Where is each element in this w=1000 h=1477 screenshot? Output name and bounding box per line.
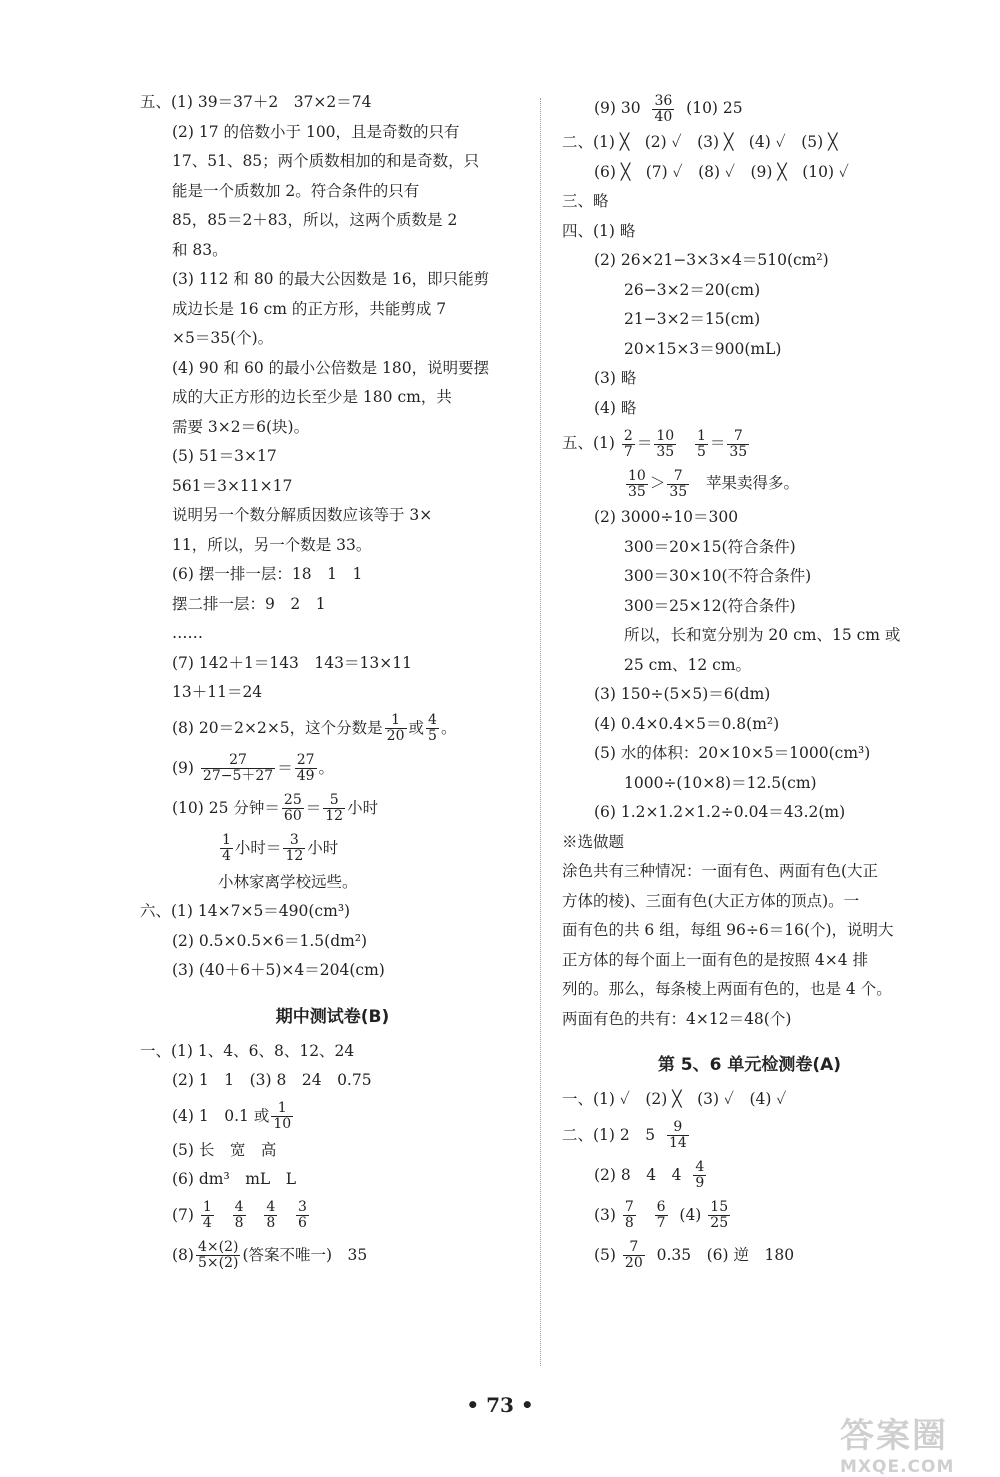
numerator: 1	[202, 1199, 212, 1215]
fraction	[201, 1200, 214, 1231]
answer-line: (2) 0.5×0.5×6＝1.5(dm²)	[172, 931, 368, 950]
denominator: 9	[695, 1175, 705, 1191]
answer-line: (4) 略	[594, 398, 637, 417]
denominator: 7	[623, 443, 633, 460]
answer-line: 300＝30×10(不符合条件)	[624, 567, 812, 585]
column-divider	[540, 98, 541, 1366]
denominator: 5×(2)	[197, 1255, 239, 1271]
answer-line: 85，85＝2＋83，所以，这两个质数是 2	[172, 211, 458, 229]
numerator: 3	[298, 1199, 307, 1215]
answer-line: (7) 142＋1＝143 143＝13×11	[172, 653, 412, 672]
denominator: 10	[273, 1116, 292, 1132]
denominator: 12	[325, 808, 344, 824]
denominator: 40	[654, 108, 673, 125]
numerator: 36	[654, 92, 673, 109]
answer-line: (3) 150÷(5×5)＝6(dm)	[594, 685, 771, 703]
answer-line: 13＋11＝24	[172, 683, 263, 701]
numerator: 4	[428, 712, 437, 728]
answer-line: 两面有色的共有：4×12＝48(个)	[562, 1009, 792, 1028]
answer-line: 成的大正方形的边长至少是 180 cm，共	[172, 388, 452, 406]
numerator: 6	[656, 1199, 666, 1215]
answer-line: 四、(1) 略	[562, 221, 636, 240]
fraction	[693, 1160, 706, 1191]
denominator: 25	[710, 1215, 729, 1231]
answer-line	[562, 1115, 937, 1155]
answer-line	[562, 423, 937, 463]
answer-text: 苹果卖得多。	[705, 474, 799, 492]
fraction	[695, 429, 708, 460]
answer-text: ＝	[277, 758, 293, 777]
numerator: 7	[623, 1240, 645, 1256]
answer-line: 11，所以，另一个数是 33。	[172, 535, 372, 554]
numerator: 5	[323, 793, 345, 809]
fraction	[623, 1240, 645, 1271]
answer-line	[562, 1235, 937, 1275]
numerator: 4	[266, 1199, 276, 1215]
answer-line: 300＝20×15(符合条件)	[624, 537, 796, 556]
numerator: 1	[696, 427, 706, 444]
section-heading: 期中测试卷(B)	[275, 1006, 390, 1027]
numerator: 4	[695, 1159, 705, 1175]
answer-line: (6) 1.2×1.2×1.2÷0.04＝43.2(m)	[594, 803, 846, 821]
answer-line: 六、(1) 14×7×5＝490(cm³)	[140, 902, 351, 920]
numerator: 4	[234, 1199, 244, 1215]
denominator: 14	[668, 1135, 687, 1151]
answer-line: (3) 112 和 80 的最大公因数是 16，即只能剪	[172, 270, 490, 288]
answer-line: (4) 0.4×0.4×5＝0.8(m²)	[594, 714, 780, 733]
watermark-text: 答案圈	[840, 1416, 948, 1456]
denominator: 49	[296, 768, 315, 784]
answer-line: 一、(1) 1、4、6、8、12、24	[140, 1041, 355, 1060]
numerator: 1	[222, 832, 231, 848]
fraction	[271, 1101, 293, 1132]
answer-text: (答案不唯一) 35	[242, 1245, 368, 1264]
answer-line	[562, 463, 937, 503]
left-column	[140, 88, 525, 1275]
answer-line: 561＝3×11×17	[172, 476, 293, 495]
answer-line: 摆二排一层：9 2 1	[172, 594, 326, 613]
answer-line: 小林家离学校远些。	[218, 872, 358, 891]
answer-text: 0.35 (6) 逆 180	[656, 1245, 795, 1264]
answer-line: (5) 长 宽 高	[172, 1140, 277, 1159]
denominator: 20	[624, 1255, 643, 1271]
answer-line: (6) 摆一排一层：18 1 1	[172, 565, 363, 583]
answer-text: 小时	[347, 798, 379, 817]
denominator: 12	[285, 848, 304, 864]
answer-line	[562, 1155, 937, 1195]
fraction	[708, 1200, 730, 1231]
answer-line	[140, 708, 525, 748]
denominator: 4	[202, 1215, 212, 1231]
answer-line: 能是一个质数加 2。符合条件的只有	[172, 181, 420, 200]
answer-text: 或	[408, 718, 425, 737]
section-heading: 第 5、6 单元检测卷(A)	[657, 1055, 842, 1075]
denominator: 35	[656, 443, 675, 460]
fraction	[296, 1200, 309, 1231]
fraction	[282, 793, 304, 824]
answer-line: 说明另一个数分解质因数应该等于 3×	[172, 506, 433, 524]
answer-line: (2) 17 的倍数小于 100，且是奇数的只有	[172, 122, 460, 141]
answer-line: 26−3×2＝20(cm)	[624, 280, 761, 299]
answer-line: 20×15×3＝900(mL)	[624, 339, 782, 358]
fraction	[233, 1200, 246, 1231]
numerator: 1	[271, 1101, 293, 1117]
answer-text: 小时＝	[234, 838, 282, 857]
answer-line: 和 83。	[172, 240, 228, 259]
answer-line: (5) 水的体积：20×10×5＝1000(cm³)	[594, 744, 871, 762]
denominator: 35	[628, 483, 646, 500]
answer-line: 三、略	[562, 192, 609, 210]
fraction	[264, 1200, 277, 1231]
answer-text: (4)	[679, 1205, 702, 1224]
numerator: 2	[623, 427, 633, 444]
answer-line: 涂色共有三种情况：一面有色、两面有色(大正	[562, 862, 879, 880]
answer-line	[140, 1235, 525, 1275]
fraction	[283, 833, 305, 864]
answer-text: 二、(1) 2 5	[562, 1125, 656, 1144]
denominator: 8	[624, 1215, 634, 1231]
numerator: 27	[201, 753, 275, 769]
answer-line: 需要 3×2＝6(块)。	[172, 417, 310, 436]
watermark-logo	[840, 1408, 990, 1477]
answer-line: 列的。那么，每条棱上两面有色的，也是 4 个。	[562, 980, 892, 998]
page-number: • 73 •	[466, 1393, 534, 1417]
fraction	[295, 753, 317, 784]
answer-line: 方体的棱)、三面有色(大正方体的顶点)。一	[562, 891, 860, 910]
answer-line	[562, 1195, 937, 1235]
numerator: 7	[727, 429, 749, 445]
answer-line: 所以，长和宽分别为 20 cm、15 cm 或	[624, 626, 901, 644]
answer-text: ＝	[636, 434, 653, 452]
fraction	[654, 429, 676, 460]
answer-line	[140, 788, 525, 828]
fraction	[655, 1200, 668, 1231]
answer-text: (9)	[172, 758, 194, 777]
right-column	[562, 88, 937, 1275]
denominator: 27−5＋27	[202, 768, 274, 784]
denominator: 8	[266, 1215, 276, 1231]
fraction	[667, 469, 689, 500]
numerator: 27	[296, 752, 315, 768]
answer-line: 25 cm、12 cm。	[624, 655, 752, 674]
answer-line: (6) ╳ (7) ✓ (8) ✓ (9) ╳ (10) ✓	[594, 162, 849, 181]
answer-text: 。	[318, 758, 335, 777]
fraction	[201, 753, 275, 784]
numerator: 1	[385, 713, 407, 729]
answer-text: (10) 25	[686, 99, 743, 117]
answer-line: 17、51、85；两个质数相加的和是奇数，只	[172, 152, 480, 170]
watermark-url: MXQE.COM	[840, 1457, 955, 1477]
answer-line: (2) 3000÷10＝300	[594, 508, 739, 526]
answer-line: ……	[172, 624, 203, 642]
numerator: 7	[624, 1199, 634, 1215]
answer-line: 21−3×2＝15(cm)	[624, 310, 761, 328]
answer-text: ＞	[649, 474, 666, 492]
denominator: 20	[386, 728, 405, 744]
answer-line: 二、(1) ╳ (2) ✓ (3) ╳ (4) ✓ (5) ╳	[562, 133, 838, 151]
answer-line: (4) 90 和 60 的最小公倍数是 180，说明要摆	[172, 358, 490, 377]
answer-line: 成边长是 16 cm 的正方形，共能剪成 7	[172, 299, 447, 318]
numerator: 7	[667, 469, 689, 485]
answer-line: (5) 51＝3×17	[172, 447, 277, 465]
denominator: 4	[222, 848, 231, 864]
numerator: 10	[656, 427, 675, 444]
answer-text: (9) 30	[594, 99, 641, 117]
answer-line: (3) 略	[594, 369, 637, 387]
answer-line: ×5＝35(个)。	[172, 329, 274, 347]
denominator: 7	[656, 1215, 666, 1231]
answer-line: (6) dm³ mL L	[172, 1170, 297, 1188]
fraction	[667, 1120, 689, 1151]
answer-text: ＝	[305, 798, 322, 817]
answer-text: 。	[440, 718, 457, 737]
answer-text: (7)	[172, 1205, 194, 1224]
answer-line: 面有色的共 6 组，每组 96÷6＝16(个)，说明大	[562, 921, 894, 939]
answer-line: 一、(1) ✓ (2) ╳ (3) ✓ (4) ✓	[562, 1090, 787, 1108]
answer-text: ＝	[709, 434, 726, 452]
answer-text: (2) 8 4 4	[594, 1165, 682, 1184]
answer-line	[562, 88, 937, 128]
answer-line: 300＝25×12(符合条件)	[624, 596, 796, 615]
fraction	[385, 713, 407, 744]
answer-line	[140, 1096, 525, 1136]
answer-text: (3)	[594, 1205, 616, 1224]
denominator: 35	[729, 443, 748, 460]
fraction	[622, 429, 635, 460]
answer-line: (2) 1 1 (3) 8 24 0.75	[172, 1071, 372, 1089]
numerator: 15	[710, 1199, 729, 1215]
answer-line: ※选做题	[562, 832, 625, 851]
answer-line: 1000÷(10×8)＝12.5(cm)	[624, 773, 817, 792]
fraction	[323, 793, 345, 824]
denominator: 5	[428, 728, 437, 744]
fraction	[196, 1240, 240, 1271]
fraction	[426, 713, 439, 744]
answer-text: (5)	[594, 1245, 616, 1264]
numerator: 25	[283, 792, 302, 808]
fraction	[727, 429, 749, 460]
fraction	[623, 1200, 636, 1231]
numerator: 3	[283, 833, 305, 849]
answer-line: (2) 26×21−3×3×4＝510(cm²)	[594, 251, 829, 269]
denominator: 8	[234, 1215, 244, 1231]
answer-text: (10) 25 分钟＝	[172, 798, 280, 817]
denominator: 60	[283, 808, 302, 824]
fraction	[220, 833, 233, 864]
answer-line	[140, 748, 525, 788]
answer-line: 正方体的每个面上一面有色的是按照 4×4 排	[562, 950, 869, 969]
answer-text: (8) 20＝2×2×5，这个分数是	[172, 718, 383, 737]
answer-text: (4) 1 0.1 或	[172, 1106, 270, 1125]
answer-line: (3) (40＋6＋5)×4＝204(cm)	[172, 961, 385, 979]
fraction	[652, 94, 674, 125]
numerator: 9	[667, 1120, 689, 1136]
numerator: 10	[628, 467, 646, 484]
answer-text: (8)	[172, 1245, 194, 1264]
fraction	[626, 469, 648, 500]
answer-line	[140, 1195, 525, 1235]
denominator: 5	[696, 443, 706, 460]
denominator: 35	[669, 483, 688, 500]
answer-text: 五、(1)	[562, 434, 615, 452]
answer-text: 小时	[307, 838, 339, 857]
denominator: 6	[298, 1215, 307, 1231]
numerator: 4×(2)	[197, 1239, 239, 1255]
answer-line: 五、(1) 39＝37＋2 37×2＝74	[140, 93, 372, 111]
answer-line	[140, 828, 525, 868]
